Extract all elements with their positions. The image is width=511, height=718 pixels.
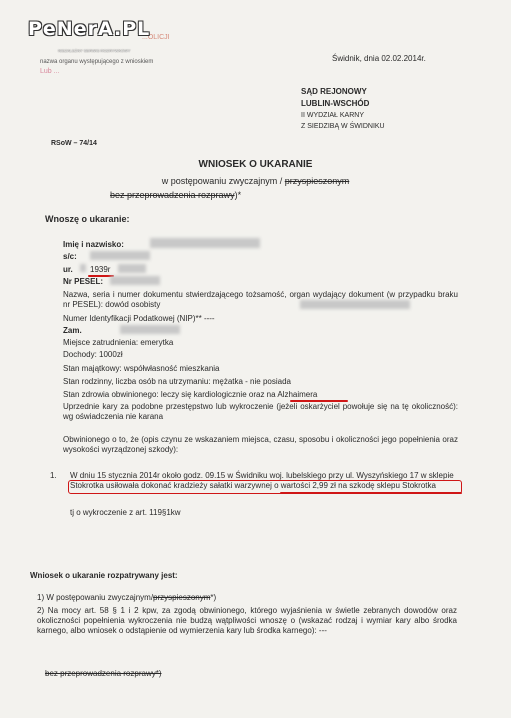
- place-date: Świdnik, dnia 02.02.2014r.: [332, 54, 426, 63]
- redacted-address: [120, 325, 180, 334]
- prior-row: Uprzednie kary za podobne przestępstwo lub wykroczenie (jeżeli oskarżyciel powołuje się na tę okoliczność): wg oświadczenia nie karana: [63, 402, 458, 421]
- organ-name-label: nazwa organu występującego z wnioskiem: [40, 59, 154, 65]
- address-label: Zam.: [63, 326, 82, 335]
- work-row: Miejsce zatrudnienia: emerytka: [63, 338, 174, 347]
- watermark-logo: PeNerA.PL: [28, 18, 151, 40]
- option-2: 2) Na mocy art. 58 § 1 i 2 kpw, za zgodą obwinionego, którego wyjaśnienia w świetle zebranych dowodów oraz okoliczności popełnienia wykroczenia nie budzą wątpliwości wnoszę o (wskazać rodzaj i wymiar kary albo środka karnego, albo wniosek o odstąpienie od wymierzenia kary lub środka karnego): ---: [37, 606, 457, 635]
- born-year: 1939r: [90, 265, 111, 274]
- born-label: ur.: [63, 265, 73, 274]
- court-line-2: LUBLIN-WSCHÓD: [301, 99, 370, 108]
- police-stamp: ...OLICJI: [142, 34, 170, 41]
- court-line-3: II WYDZIAŁ KARNY: [301, 112, 365, 119]
- option-3: bez przeprowadzenia rozprawy*): [45, 669, 162, 678]
- item-1-text: W dniu 15 stycznia 2014r około godz. 09.15 w Świdniku woj. lubelskiego przy ul. Wyszyńskiego 17 w sklepie Stokrotka usiłowała dokonać kradzieży sałatki warzywnej o wartości 2,99 zł na szkodę sklepu Stokrotka: [70, 471, 454, 490]
- accusation-intro: Obwinionego o to, że (opis czynu ze wskazaniem miejsca, czasu, sposobu i okoliczności jego popełnienia oraz wysokości wyrządzonej szkody):: [63, 435, 458, 454]
- redacted-born-day: [80, 264, 86, 272]
- option-1: 1) W postępowaniu zwyczajnym/przyspieszonym*): [37, 593, 217, 602]
- pink-mark: Lub ...: [40, 68, 60, 75]
- health-row: Stan zdrowia obwinionego: leczy się kardiologicznie oraz na Alzhaimera: [63, 390, 318, 399]
- name-label: Imię i nazwisko:: [63, 240, 124, 249]
- redacted-id-number: [300, 300, 410, 309]
- watermark-tagline: NIEZALEŻNY SERWIS ROZRYWKOWY: [58, 48, 131, 53]
- request-heading: Wnoszę o ukaranie:: [45, 214, 130, 224]
- property-row: Stan majątkowy: współwłasność mieszkania: [63, 364, 220, 373]
- redacted-sc: [90, 251, 150, 260]
- id-document-row: Nazwa, seria i numer dokumentu stwierdzającego tożsamość, organ wydający dokument (w przypadku braku nr PESEL): dowód osobisty: [63, 290, 458, 309]
- redacted-birthplace: [118, 264, 146, 273]
- nip-row: Numer Identyfikacji Podatkowej (NIP)** ----: [63, 314, 215, 323]
- document-title: WNIOSEK O UKARANIE: [198, 159, 313, 170]
- income-row: Dochody: 1000zł: [63, 350, 123, 359]
- title-subline-2: bez przeprowadzenia rozprawy)*: [110, 190, 242, 200]
- considered-heading: Wniosek o ukaranie rozpatrywany jest:: [30, 571, 178, 580]
- case-number: RSoW – 74/14: [51, 140, 97, 147]
- value-underline: [280, 492, 462, 494]
- court-line-1: SĄD REJONOWY: [301, 87, 367, 96]
- item-1-law: tj o wykroczenie z art. 119§1kw: [70, 508, 181, 517]
- court-line-4: Z SIEDZIBĄ W ŚWIDNIKU: [301, 123, 385, 130]
- title-subline-1: w postępowaniu zwyczajnym / przyspieszonym: [161, 176, 350, 186]
- redacted-name: [150, 238, 260, 248]
- pesel-label: Nr PESEL:: [63, 277, 104, 286]
- item-1-number: 1.: [50, 471, 57, 480]
- redacted-pesel: [110, 276, 160, 285]
- sc-label: s/c:: [63, 252, 77, 261]
- family-row: Stan rodzinny, liczba osób na utrzymaniu: mężatka - nie posiada: [63, 377, 291, 386]
